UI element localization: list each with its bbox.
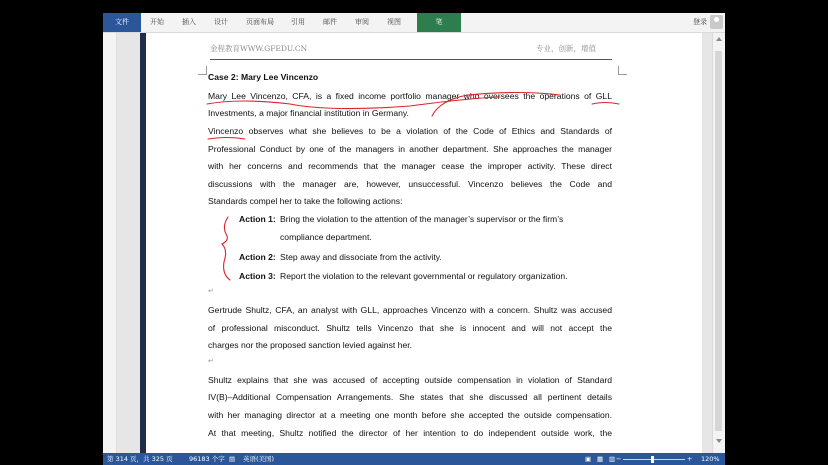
vertical-scrollbar[interactable] [712,33,725,453]
paragraph-line: discussions with the manager are, however, unsuccessful. Vincenzo believes the Code and [208,179,612,189]
header-right: 专业，创新，增值 [536,44,596,53]
navigation-pane-edge [103,33,117,453]
action-text: Report the violation to the relevant governmental or regulatory organization. [280,271,568,281]
web-layout-icon[interactable]: ▥ [609,455,616,463]
zoom-slider[interactable] [623,459,685,460]
tab-design[interactable]: 设计 [214,18,228,26]
scroll-down-icon[interactable] [716,439,722,443]
zoom-slider-thumb[interactable] [651,456,654,463]
tab-layout[interactable]: 页面布局 [246,18,274,26]
document-page[interactable] [146,33,702,453]
page-count[interactable]: 第 314 页，共 325 页 [107,455,173,463]
status-bar [103,453,725,465]
case-title: Case 2: Mary Lee Vincenzo [208,72,319,82]
paragraph-line: with her concerns and recommends that the manager cease the improper activity. These direct [208,161,612,171]
header-left: 金程教育WWW.GFEDU.CN [210,44,308,53]
login-link[interactable]: 登录 [693,18,707,26]
action-label: Action 1: [239,214,276,224]
header-rule [210,59,612,60]
paragraph-line: Shultz explains that she was accused of accepting outside compensation in violation of Standard [208,375,612,385]
tab-view[interactable]: 视图 [387,18,401,26]
action-text: Bring the violation to the attention of the manager’s supervisor or the firm’s [280,214,564,224]
margin-corner-mark [618,66,627,75]
zoom-out-icon[interactable]: − [616,455,622,463]
paragraph-line: Vincenzo observes what she believes to be a violation of the Code of Ethics and Standards of [208,126,612,136]
proofing-icon[interactable]: ▤ [229,455,236,463]
ribbon-tabs [103,13,725,33]
document-workspace [103,33,725,453]
paragraph-mark-icon: ↵ [208,288,214,295]
language-indicator[interactable]: 英语(美国) [243,455,275,463]
paragraph-line: At that meeting, Shultz notified the director of her intention to do independent outside work, the [208,428,612,438]
action-label: Action 2: [239,252,276,262]
paragraph-line: Standards compel her to take the following actions: [208,196,403,206]
paragraph-line: with her managing director at a meeting one month before she accepted the outside compensation. [208,410,612,420]
paragraph-line: of professional misconduct. Shultz tells Vincenzo that she is innocent and will not accept the [208,323,612,333]
tab-home[interactable]: 开始 [150,18,164,26]
scrollbar-thumb[interactable] [715,51,722,431]
paragraph-line: Mary Lee Vincenzo, CFA, is a fixed income portfolio manager who oversees the operations of GLL [208,91,612,101]
tab-references[interactable]: 引用 [291,18,305,26]
tab-file[interactable]: 文件 [103,13,141,32]
action-text: Step away and dissociate from the activity. [280,252,442,262]
print-layout-icon[interactable]: ▦ [597,455,604,463]
paragraph-line: IV(B)–Additional Compensation Arrangements. She states that she discussed all pertinent details [208,392,612,402]
paragraph-line: Professional Conduct by one of the managers in another department. She approaches the manager [208,144,612,154]
paragraph-line: Investments, a major financial institution in Germany. [208,108,409,118]
action-label: Action 3: [239,271,276,281]
paragraph-mark-icon: ↵ [208,358,214,365]
user-avatar-icon[interactable] [710,15,723,29]
margin-corner-mark [198,66,207,75]
tab-insert[interactable]: 插入 [182,18,196,26]
paragraph-line: Gertrude Shultz, CFA, an analyst with GLL, approaches Vincenzo with a concern. Shultz was accused [208,305,612,315]
read-mode-icon[interactable]: ▣ [585,455,592,463]
action-text: compliance department. [280,232,372,242]
scroll-up-icon[interactable] [716,37,722,41]
zoom-in-icon[interactable]: + [687,455,693,463]
word-window [103,13,725,465]
tab-pen[interactable]: 笔 [417,13,461,32]
word-count[interactable]: 96183 个字 [189,455,225,463]
tab-mailings[interactable]: 邮件 [323,18,337,26]
zoom-level[interactable]: 120% [701,455,720,463]
tab-review[interactable]: 审阅 [355,18,369,26]
paragraph-line: charges nor the proposed sanction levied against her. [208,340,412,350]
